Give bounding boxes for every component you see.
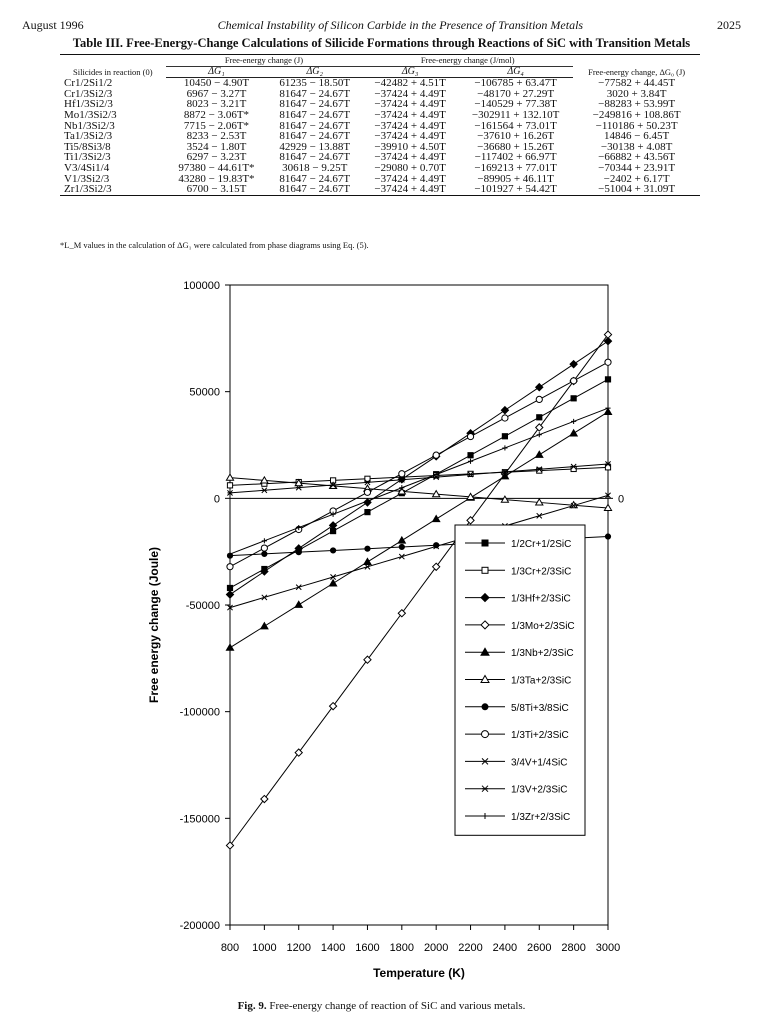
cell-silicide: Ti5/8Si3/8 (64, 140, 111, 153)
cell-dg4: −36680 + 15.26T (477, 140, 555, 153)
data-point (261, 623, 268, 629)
data-point (536, 396, 542, 402)
cell-dg0: −110186 + 50.23T (595, 119, 678, 132)
data-point (329, 522, 336, 529)
y-tick-label: 100000 (183, 280, 220, 292)
cell-dg3: −37424 + 4.49T (374, 183, 446, 196)
cell-dg2: 81647 − 24.67T (279, 130, 351, 143)
data-point (398, 610, 405, 617)
cell-dg4: −89905 + 46.11T (477, 172, 554, 185)
cell-dg0: −70344 + 23.91T (598, 161, 676, 174)
data-point (295, 601, 302, 607)
figure-9-chart (0, 255, 763, 985)
cell-dg3: −29080 + 0.70T (374, 161, 446, 174)
data-point (605, 377, 610, 382)
header-page-number: 2025 (716, 17, 741, 32)
data-point (433, 452, 439, 458)
cell-dg0: −77582 + 44.45T (598, 76, 676, 89)
cell-dg2: 81647 − 24.67T (279, 119, 351, 132)
legend-label: 1/3Ti+2/3SiC (511, 730, 569, 742)
data-point (502, 415, 508, 421)
data-point (502, 445, 507, 450)
data-point (605, 359, 611, 365)
x-axis-label: Temperature (K) (373, 966, 465, 980)
cell-dg1: 10450 − 4.90T (183, 77, 250, 90)
cell-dg4: −302911 + 132.10T (471, 108, 560, 121)
data-point (570, 361, 577, 368)
cell-silicide: Ta1/3Si2/3 (64, 130, 113, 143)
cell-dg3: −37424 + 4.49T (374, 108, 446, 121)
legend-label: 3/4V+1/4SiC (511, 757, 568, 769)
cell-silicide: Hf1/3Si2/3 (64, 98, 113, 111)
cell-dg4: −48170 + 27.29T (477, 87, 555, 100)
data-point (467, 517, 474, 524)
data-point (605, 534, 610, 539)
cell-dg0: −249816 + 108.86T (592, 108, 681, 121)
cell-silicide: Cr1/2Si1/2 (64, 76, 113, 89)
data-point (399, 544, 404, 549)
data-point (226, 842, 233, 849)
data-point (604, 331, 611, 338)
data-point (571, 396, 576, 401)
legend-label: 5/8Ti+3/8SiC (511, 702, 569, 714)
data-point (605, 406, 610, 411)
data-point (433, 515, 440, 521)
legend-label: 1/3V+2/3SiC (511, 784, 568, 796)
data-point (364, 489, 370, 495)
data-point (262, 538, 267, 543)
cell-dg3: −37424 + 4.49T (374, 151, 446, 164)
cell-silicide: V1/3Si2/3 (64, 172, 110, 185)
cell-silicide: Cr1/3Si2/3 (64, 87, 113, 100)
data-point (571, 419, 576, 424)
data-point (467, 433, 473, 439)
data-point (227, 585, 232, 590)
chart-svg (0, 255, 763, 985)
data-point (364, 656, 371, 663)
data-point (537, 432, 542, 437)
data-point (261, 795, 268, 802)
y-tick-label: -100000 (179, 706, 220, 719)
col-dg1: ΔG₁ (166, 66, 268, 78)
data-point (398, 537, 405, 543)
y-tick-label: 0 (213, 493, 220, 506)
x-tick-label: 2000 (423, 942, 449, 954)
data-point (468, 459, 473, 464)
cell-dg4: −169213 + 77.01T (474, 161, 557, 174)
data-point (365, 510, 370, 515)
data-point (399, 485, 404, 490)
cell-silicide: V3/4Si1/4 (64, 161, 110, 174)
data-point (226, 644, 233, 650)
legend-label: 1/2Cr+1/2SiC (511, 539, 572, 550)
data-point (296, 585, 301, 590)
data-point (399, 554, 404, 559)
data-point (571, 378, 577, 384)
x-tick-label: 1400 (320, 942, 346, 954)
cell-dg3: −42482 + 4.51T (374, 77, 446, 90)
table-row (60, 184, 700, 195)
legend-label: 1/3Hf+2/3SiC (511, 593, 571, 605)
cell-dg4: −101927 + 54.42T (474, 183, 557, 196)
data-point (536, 424, 543, 431)
cell-dg0: −51004 + 31.09T (598, 183, 676, 196)
data-point (262, 595, 267, 600)
table-row (60, 110, 700, 121)
free-energy-table (60, 54, 700, 196)
data-point (329, 703, 336, 710)
table-title: Table III. Free-Energy-Change Calculations of Silicide Formations through Reactions of SiC with Transition Metals (72, 36, 691, 50)
data-point (537, 415, 542, 420)
y-tick-label: -200000 (179, 920, 220, 932)
cell-dg0: 3020 + 3.84T (606, 87, 667, 100)
cell-dg1: 6967 − 3.27T (186, 87, 247, 100)
cell-dg0: 14846 − 6.45T (604, 130, 670, 143)
cell-silicide: Nb1/3Si2/3 (64, 119, 115, 132)
x-tick-label: 1800 (389, 942, 415, 954)
cell-dg0: −66882 + 43.56T (598, 151, 676, 164)
cell-dg1: 8872 − 3.06T* (183, 108, 250, 121)
figure-caption-label: Fig. 9. (237, 1000, 267, 1012)
x-tick-label: 800 (220, 942, 240, 954)
data-point (433, 563, 440, 570)
cell-dg2: 81647 − 24.67T (279, 172, 351, 185)
legend-swatch-marker (482, 567, 488, 573)
data-point (227, 483, 232, 488)
cell-dg1: 6297 − 3.23T (186, 151, 247, 164)
cell-dg3: −37424 + 4.49T (374, 87, 446, 100)
y-tick-label: -50000 (185, 600, 220, 612)
header-date: August 1996 (22, 17, 84, 32)
cell-dg2: 81647 − 24.67T (279, 98, 351, 111)
y-tick-label: 50000 (189, 386, 220, 399)
cell-dg2: 81647 − 24.67T (279, 108, 351, 121)
cell-dg4: −140529 + 77.38T (474, 98, 557, 111)
data-point (536, 451, 543, 457)
cell-dg3: −39910 + 4.50T (374, 140, 446, 153)
cell-dg4: −37610 + 16.26T (477, 130, 555, 143)
x-tick-label: 1600 (355, 942, 380, 954)
cell-dg3: −37424 + 4.49T (374, 130, 446, 143)
cell-dg1: 43280 − 19.83T* (178, 172, 255, 185)
cell-silicide: Ti1/3Si2/3 (64, 151, 111, 164)
data-point (502, 434, 507, 439)
data-point (501, 407, 508, 414)
x-tick-label: 1000 (252, 942, 277, 954)
legend-swatch-marker (482, 540, 488, 546)
table-row (60, 163, 700, 174)
x-tick-label: 2400 (492, 942, 518, 954)
data-point (329, 580, 336, 586)
cell-silicide: Zr1/3Si2/3 (64, 183, 112, 196)
cell-dg3: −37424 + 4.49T (374, 172, 446, 185)
data-point (296, 550, 301, 555)
col-group-fe-jmol: Free-energy change (J/mol) (362, 55, 573, 67)
data-point (330, 548, 335, 553)
data-point (295, 749, 302, 756)
x-tick-label: 3000 (595, 942, 621, 954)
cell-dg4: −117402 + 66.97T (474, 151, 557, 164)
header-article-title: Chemical Instability of Silicon Carbide in the Presence of Transition Metals (217, 17, 584, 32)
data-point (262, 488, 267, 493)
cell-dg1: 3524 − 1.80T (186, 140, 247, 153)
x-tick-label: 2600 (527, 942, 552, 954)
data-point (399, 471, 405, 477)
data-point (364, 558, 371, 564)
cell-dg2: 81647 − 24.67T (279, 151, 351, 164)
zero-label: 0 (618, 493, 625, 506)
cell-dg2: 42929 − 13.88T (279, 140, 351, 153)
data-point (262, 551, 267, 556)
figure-caption-text: Free-energy change of reaction of SiC and various metals. (269, 1000, 526, 1012)
legend-label: 1/3Nb+2/3SiC (511, 648, 574, 660)
cell-dg1: 97380 − 44.61T* (178, 161, 255, 174)
y-axis-label: Free energy change (Joule) (147, 546, 161, 704)
legend-label: 1/3Cr+2/3SiC (511, 566, 572, 578)
data-point (227, 564, 233, 570)
series-line (230, 478, 608, 508)
data-point (468, 453, 473, 458)
col-group-fe-j: Free-energy change (J) (166, 55, 363, 67)
x-tick-label: 2800 (561, 942, 586, 954)
cell-dg0: −88283 + 53.99T (598, 98, 676, 111)
cell-dg1: 8023 − 3.21T (186, 98, 247, 111)
cell-dg1: 8233 − 2.53T (186, 130, 247, 143)
col-dg2: ΔG₂ (267, 66, 362, 78)
x-tick-label: 1200 (286, 942, 311, 954)
cell-dg1: 7715 − 2.06T* (183, 119, 250, 132)
data-point (536, 384, 543, 391)
cell-dg3: −37424 + 4.49T (374, 98, 446, 111)
data-point (226, 591, 233, 598)
x-tick-label: 2200 (458, 942, 483, 954)
cell-silicide: Mo1/3Si2/3 (64, 108, 117, 121)
cell-dg4: −161564 + 73.01T (474, 119, 557, 132)
legend-label: 1/3Ta+2/3SiC (511, 675, 572, 687)
cell-dg0: −30138 + 4.08T (600, 140, 673, 153)
data-point (261, 545, 267, 551)
legend-label: 1/3Zr+2/3SiC (511, 812, 571, 823)
cell-dg1: 6700 − 3.15T (186, 183, 247, 196)
cell-dg4: −106785 + 63.47T (474, 77, 557, 90)
col-dg4: ΔG₄ (458, 66, 573, 78)
table-footnote: *L_M values in the calculation of ΔG₁ were calculated from phase diagrams using Eq. (5). (60, 240, 369, 250)
data-point (570, 430, 577, 436)
col-dg3: ΔG₃ (362, 66, 458, 78)
figure-caption (0, 1000, 763, 1012)
legend-label: 1/3Mo+2/3SiC (511, 620, 575, 632)
cell-dg2: 81647 − 24.67T (279, 183, 351, 196)
data-point (226, 474, 233, 480)
legend-swatch-marker (482, 704, 488, 710)
col-silicides: Silicides in reaction (0) (73, 67, 153, 78)
cell-dg2: 30618 − 9.25T (282, 161, 348, 174)
data-point (537, 513, 542, 518)
col-dg0: Free-energy change, ΔG₀ (J) (588, 67, 686, 78)
page-header (22, 16, 741, 34)
cell-dg2: 61235 − 18.50T (279, 77, 351, 90)
cell-dg2: 81647 − 24.67T (279, 87, 351, 100)
cell-dg0: −2402 + 6.17T (603, 172, 670, 185)
cell-dg3: −37424 + 4.49T (374, 119, 446, 132)
data-point (365, 546, 370, 551)
legend-swatch-marker (482, 731, 489, 738)
y-tick-label: -150000 (179, 813, 220, 826)
